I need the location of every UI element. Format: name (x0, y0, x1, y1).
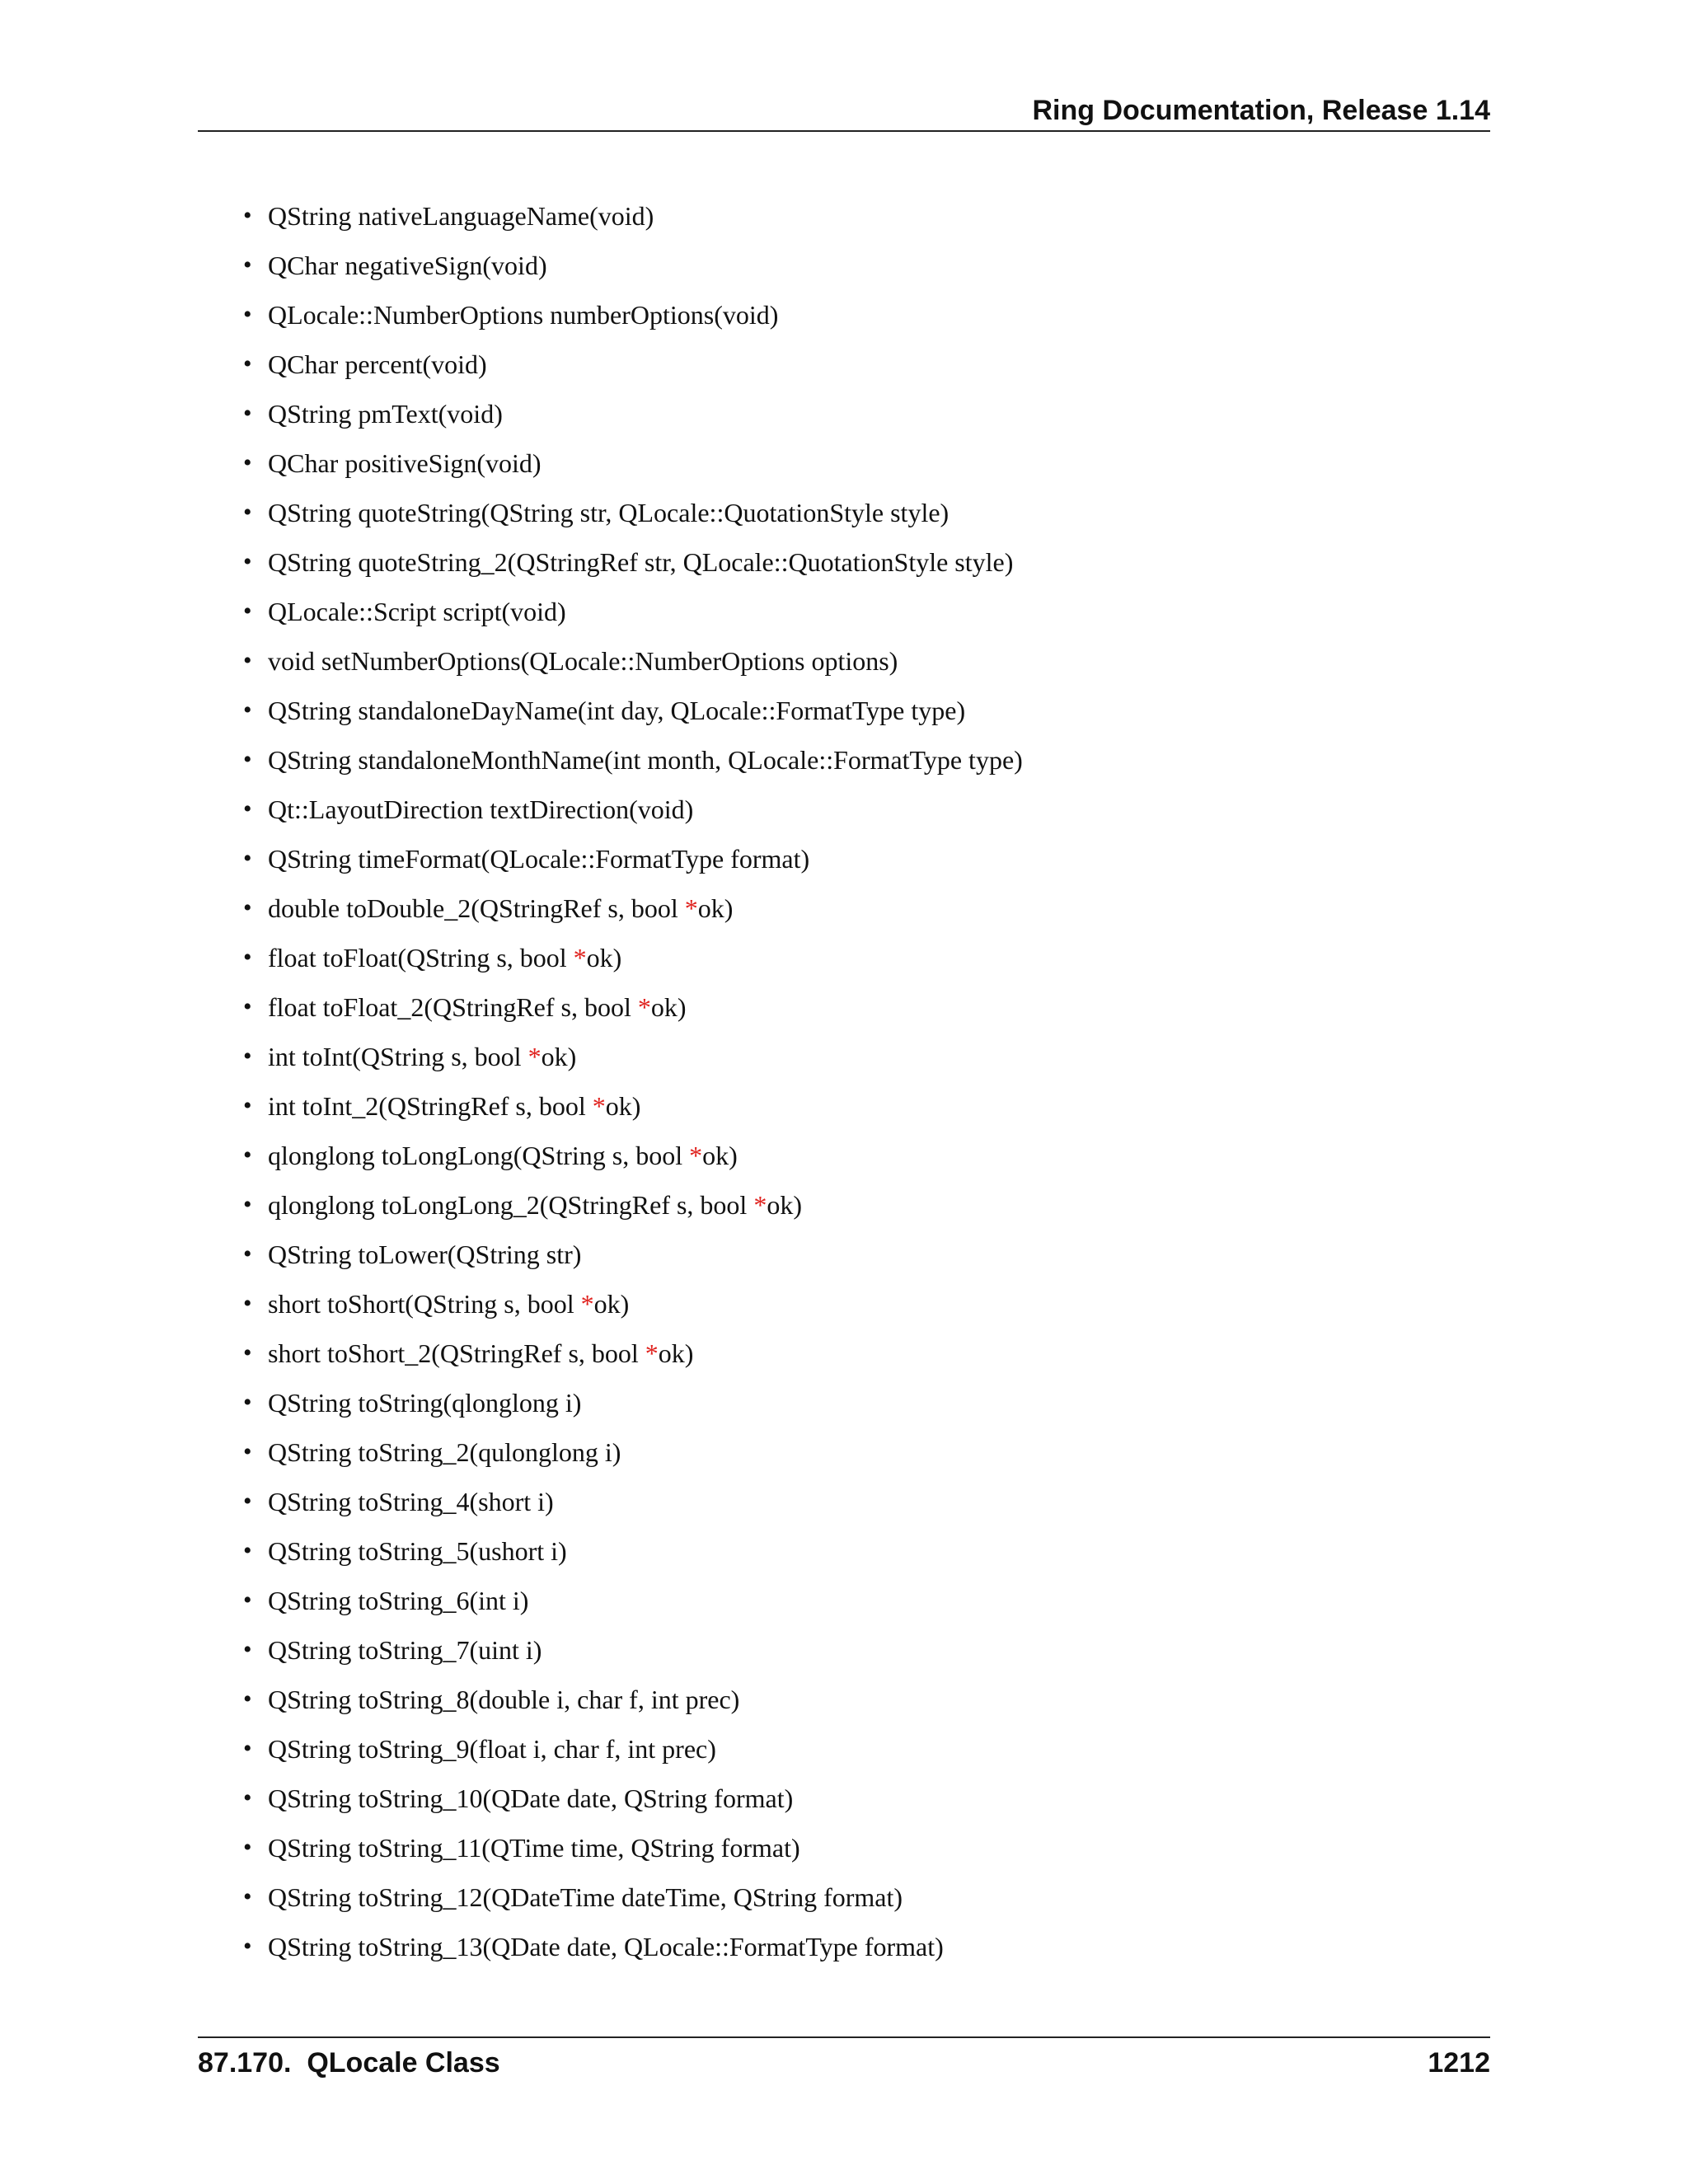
list-item (243, 986, 1023, 1035)
bullet-icon: • (243, 696, 252, 724)
list-item (243, 689, 1023, 738)
bullet-icon: • (243, 548, 252, 575)
bullet-icon: • (243, 449, 252, 476)
pointer-asterisk: * (637, 992, 651, 1022)
list-item (243, 1629, 1023, 1678)
method-signature: QString standaloneDayName(int day, QLocale::FormatType type) (268, 696, 966, 725)
pointer-asterisk: * (592, 1091, 606, 1121)
bullet-icon: • (243, 1685, 252, 1713)
list-item (243, 1282, 1023, 1332)
section-title: 87.170. QLocale Class (198, 2047, 500, 2079)
bullet-icon: • (243, 400, 252, 427)
list-item (243, 1085, 1023, 1134)
list-item (243, 640, 1023, 689)
method-signature-tail: ok) (697, 893, 734, 923)
method-signature: int toInt_2(QStringRef s, bool (268, 1091, 593, 1121)
list-item (243, 1727, 1023, 1777)
list-item (243, 1233, 1023, 1282)
bullet-icon: • (243, 1488, 252, 1515)
list-item (243, 936, 1023, 986)
method-signature: QLocale::NumberOptions numberOptions(void) (268, 300, 779, 330)
method-signature: int toInt(QString s, bool (268, 1042, 528, 1071)
list-item (243, 541, 1023, 590)
method-signature: QString toString_10(QDate date, QString format) (268, 1783, 794, 1813)
method-signature-tail: ok) (541, 1042, 577, 1071)
list-item (243, 1183, 1023, 1233)
bullet-icon: • (243, 1290, 252, 1317)
method-signature: QLocale::Script script(void) (268, 597, 566, 626)
list-item (243, 1777, 1023, 1826)
method-signature: QString toString_6(int i) (268, 1586, 529, 1615)
method-signature: void setNumberOptions(QLocale::NumberOptions options) (268, 646, 898, 676)
bullet-icon: • (243, 1191, 252, 1218)
pointer-asterisk: * (573, 943, 587, 972)
pointer-asterisk: * (645, 1338, 659, 1368)
bullet-icon: • (243, 795, 252, 823)
method-signature-tail: ok) (650, 992, 687, 1022)
bullet-icon: • (243, 499, 252, 526)
list-item (243, 1876, 1023, 1925)
method-signature: short toShort(QString s, bool (268, 1289, 581, 1319)
bullet-icon: • (243, 1389, 252, 1416)
method-signature: QString nativeLanguageName(void) (268, 201, 654, 231)
method-signature: QString standaloneMonthName(int month, QLocale::FormatType type) (268, 745, 1023, 775)
method-signature: QString toString_13(QDate date, QLocale::FormatType format) (268, 1932, 944, 1961)
bullet-icon: • (243, 1784, 252, 1811)
method-signature-tail: ok) (702, 1141, 738, 1170)
list-item (243, 1134, 1023, 1183)
method-signature: QChar negativeSign(void) (268, 251, 547, 280)
method-signature: QString toString_8(double i, char f, int prec) (268, 1685, 740, 1714)
bullet-icon: • (243, 1636, 252, 1663)
bullet-icon: • (243, 350, 252, 377)
bullet-icon: • (243, 1092, 252, 1119)
bullet-icon: • (243, 251, 252, 279)
page-number: 1212 (1428, 2047, 1490, 2079)
method-signature: QChar percent(void) (268, 349, 487, 379)
pointer-asterisk: * (689, 1141, 703, 1170)
list-item (243, 1826, 1023, 1876)
document-title: Ring Documentation, Release 1.14 (1032, 95, 1490, 126)
list-item (243, 194, 1023, 244)
list-item (243, 887, 1023, 936)
method-signature: QString toString_7(uint i) (268, 1635, 542, 1665)
method-signature: QString quoteString(QString str, QLocale::QuotationStyle style) (268, 498, 950, 527)
bullet-icon: • (243, 1933, 252, 1960)
method-list (243, 194, 1023, 1975)
method-signature: float toFloat(QString s, bool (268, 943, 574, 972)
list-item (243, 1431, 1023, 1480)
method-signature: QString quoteString_2(QStringRef str, QLocale::QuotationStyle style) (268, 547, 1014, 577)
method-signature-tail: ok) (586, 943, 622, 972)
method-signature: short toShort_2(QStringRef s, bool (268, 1338, 645, 1368)
list-item (243, 1678, 1023, 1727)
method-signature: QString timeFormat(QLocale::FormatType format) (268, 844, 810, 874)
bullet-icon: • (243, 1735, 252, 1762)
pointer-asterisk: * (753, 1190, 767, 1220)
bullet-icon: • (243, 647, 252, 674)
pointer-asterisk: * (580, 1289, 594, 1319)
list-item (243, 244, 1023, 293)
method-signature-tail: ok) (605, 1091, 641, 1121)
bullet-icon: • (243, 1438, 252, 1465)
list-item (243, 1035, 1023, 1085)
list-item (243, 491, 1023, 541)
method-signature: float toFloat_2(QStringRef s, bool (268, 992, 638, 1022)
method-signature: double toDouble_2(QStringRef s, bool (268, 893, 685, 923)
bullet-icon: • (243, 598, 252, 625)
method-signature: QString toString_4(short i) (268, 1487, 554, 1516)
bullet-icon: • (243, 1043, 252, 1070)
bullet-icon: • (243, 1339, 252, 1366)
list-item (243, 590, 1023, 640)
pointer-asterisk: * (528, 1042, 542, 1071)
page-footer (198, 2036, 1490, 2088)
list-item (243, 837, 1023, 887)
pointer-asterisk: * (684, 893, 698, 923)
list-item (243, 392, 1023, 442)
bullet-icon: • (243, 1141, 252, 1169)
bullet-icon: • (243, 746, 252, 773)
method-signature: QString toLower(QString str) (268, 1240, 582, 1269)
list-item (243, 1480, 1023, 1530)
method-signature: Qt::LayoutDirection textDirection(void) (268, 794, 694, 824)
bullet-icon: • (243, 1883, 252, 1910)
list-item (243, 1332, 1023, 1381)
method-signature: QChar positiveSign(void) (268, 448, 542, 478)
list-item (243, 1530, 1023, 1579)
method-signature: QString toString_5(ushort i) (268, 1536, 567, 1566)
list-item (243, 293, 1023, 343)
method-signature: QString toString_12(QDateTime dateTime, QString format) (268, 1882, 903, 1912)
method-signature: qlonglong toLongLong_2(QStringRef s, bool (268, 1190, 754, 1220)
list-item (243, 343, 1023, 392)
method-signature: QString toString_11(QTime time, QString format) (268, 1833, 800, 1863)
bullet-icon: • (243, 202, 252, 229)
method-signature-tail: ok) (767, 1190, 802, 1220)
bullet-icon: • (243, 894, 252, 921)
page-header (198, 91, 1490, 132)
method-signature: QString pmText(void) (268, 399, 503, 429)
bullet-icon: • (243, 1537, 252, 1564)
bullet-icon: • (243, 944, 252, 971)
method-signature: QString toString(qlonglong i) (268, 1388, 582, 1418)
bullet-icon: • (243, 301, 252, 328)
bullet-icon: • (243, 1240, 252, 1268)
list-item (243, 442, 1023, 491)
method-signature: QString toString_2(qulonglong i) (268, 1437, 621, 1467)
method-signature: qlonglong toLongLong(QString s, bool (268, 1141, 690, 1170)
bullet-icon: • (243, 845, 252, 872)
bullet-icon: • (243, 1586, 252, 1614)
method-signature-tail: ok) (593, 1289, 630, 1319)
list-item (243, 1925, 1023, 1975)
list-item (243, 1579, 1023, 1629)
bullet-icon: • (243, 993, 252, 1020)
list-item (243, 738, 1023, 788)
method-signature-tail: ok) (658, 1338, 694, 1368)
list-item (243, 1381, 1023, 1431)
bullet-icon: • (243, 1834, 252, 1861)
list-item (243, 788, 1023, 837)
method-signature: QString toString_9(float i, char f, int prec) (268, 1734, 716, 1764)
